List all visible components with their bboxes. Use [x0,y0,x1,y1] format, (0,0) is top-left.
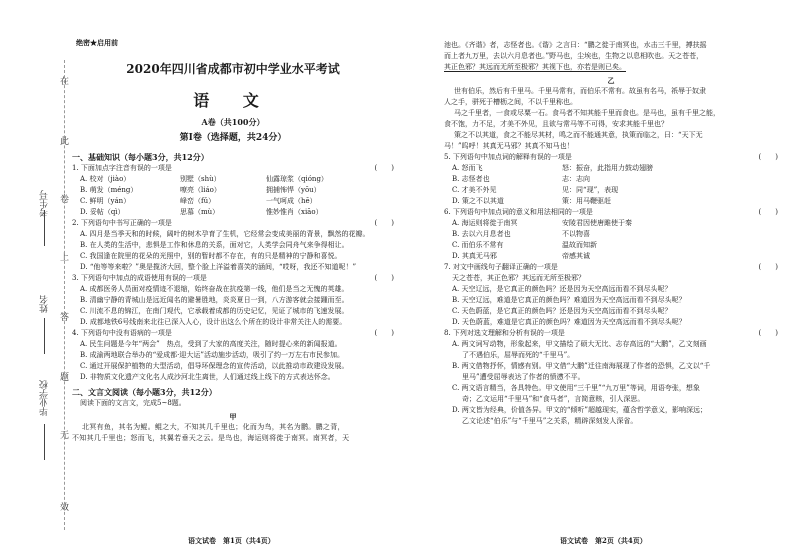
passage-line: 世有伯乐，然后有千里马。千里马常有，而伯乐不常有。故虽有名马，祇辱于奴隶 [454,87,706,95]
option-row: D. 策之不以其道 策：用马鞭驱赶 [452,197,611,205]
page-footer: 语文试卷 第2页（共4页） [560,536,647,545]
option-row: A. 校对（jiào） 别墅（shù） 仙露琼浆（qióng） [80,175,328,183]
margin-char: 题 [60,373,70,383]
subject-title: 语 文 [193,91,273,110]
passage-line: 马之千里者，一食或尽粟一石。食马者不知其能千里而食也。是马也，虽有千里之能， [454,109,720,117]
passage-line: 食不饱，力不足，才美不外见，且欲与常马等不可得，安求其能千里也？ [444,120,668,128]
passage-a-title: 甲 [229,412,237,421]
option-row: D. 妥帖（qì） 思慕（mù） 惟妙惟肖（xiāo） [80,208,323,216]
school-label: 毕业学校 [40,380,50,416]
answer-paren[interactable]: ( ) [374,274,394,282]
option: B. 两文借物抒怀，情感有别。甲文借“大鹏”迁往南海展现了作者的恐惧，乙文以“千 [452,362,711,370]
answer-paren[interactable]: ( ) [374,219,394,227]
question-stem: 1. 下面加点字注音有误的一项是 [72,164,172,172]
passage-line: 策之不以其道，食之不能尽其材，鸣之而不能通其意，执策而临之，曰：“天下无 [454,131,703,139]
option-row: C. 鲜明（yán） 峰峦（fǔ） 一气呵成（hē） [80,197,317,205]
margin-char: 无 [60,431,70,441]
fill-line [44,318,45,354]
answer-paren[interactable]: ( ) [374,329,394,337]
answer-paren[interactable]: ( ) [758,329,778,337]
answer-paren[interactable]: ( ) [758,153,778,161]
passage-b-title: 乙 [607,76,615,85]
question-5 [444,152,778,207]
option: C. 川流不息的锦江，在南门观代，它承载着成都的历史记忆，见证了城市的飞速发展。 [80,307,349,315]
margin-char: 卷 [60,195,70,205]
margin-char: 上 [60,253,70,263]
volume-1-heading: 第Ⅰ卷（选择题，共24分） [179,133,287,143]
margin-char: 在 [60,77,70,87]
margin-char: 此 [60,137,70,147]
passage-line: 其正色邪？其远而无所至极邪？其视下也，亦若是则已矣。 [444,63,626,71]
option: D. 非物质文化遗产文化名人成沙河北生离世，人们通过线上线下的方式表达怀念。 [80,373,335,381]
question-3 [72,273,394,328]
option: A. 民生问题是今年“两会” 热点，受到了大家的高度关注，随时提心来的新闻报道。 [80,340,342,348]
section-heading: 二、文言文阅读（每小题3分，共12分） [72,387,217,397]
fill-line [44,210,45,246]
option-cont: 乙文论述“伯乐”与“千里马”之关系，精辟深刻发人深省。 [462,417,638,425]
quoted-sentence: 天之苍苍，其正色邪？其远而无所至极邪？ [452,274,585,282]
reading-intro: 阅读下面的文言文，完成5~8题。 [80,399,186,407]
option-row: C. 才美不外见 见：同“现”，表现 [452,186,619,194]
option: D. 天色蔚蓝，难道是它真正的颜色吗？难道因为天空高远而看不到尽头呢？ [452,318,686,326]
question-2 [72,218,394,273]
option-row: B. 去以六月息者也 不以物喜 [452,230,590,238]
option-cont: 了不遇伯乐，屈辱而死的“千里马”。 [462,351,575,359]
question-stem: 4. 下列语句中没有语病的一项是 [72,329,172,337]
fill-line [44,424,45,460]
option: B. 在人类的生活中，悲惧是工作和休息的关系，面对它，人类学会同舟气来争得相让。 [80,241,349,249]
question-stem: 8. 下列对选文理解和分析有误的一项是 [444,329,565,337]
passage-line: 马！”呜呼！其真无马邪？其真不知马也！ [444,142,574,150]
option-row: A. 怒而飞 怒：振奋，此指用力鼓动翅膀 [452,164,653,172]
option-cont: 里马”遭受屈辱表达了作者的愤懑不平。 [462,373,585,381]
option: B. 清幽宁静的青城山是远近闻名的避暑胜地，炎炎夏日一到，八方游客就会接踵而至。 [80,296,349,304]
secret-tag: 绝密★启用前 [76,38,118,47]
answer-paren[interactable]: ( ) [374,164,394,172]
passage-line: 而上者九万里，去以六月息者也。”野马也，尘埃也，生物之以息相吹也。天之苍苍， [444,52,704,60]
option: C. 天色蔚蓝，是它真正的颜色吗？还是因为天空高远而看不到尽头呢？ [452,307,672,315]
page1-body [72,152,394,444]
question-6 [444,207,778,262]
passage-line: 北冥有鱼，其名为鲲。鲲之大，不知其几千里也；化而为鸟，其名为鹏。鹏之背， [82,423,345,431]
option: C. 通过开展保护植物的大型活动，倡导环保理念的宣传活动，以此推动市政建设发展。 [80,362,349,370]
question-stem: 7. 对文中画线句子翻译正确的一项是 [444,263,558,271]
page-footer: 语文试卷 第1页（共4页） [188,536,275,545]
question-stem: 2. 下列语句中书写正确的一项是 [72,219,172,227]
passage-line: 池也。《齐谐》者，志怪者也。《谐》之言曰：“鹏之徙于南冥也，水击三千里，搏扶摇 [444,41,707,49]
answer-paren[interactable]: ( ) [758,208,778,216]
passage-line: 不知其几千里也；怒而飞，其翼若垂天之云。是鸟也，海运则将徙于南冥。南冥者，天 [72,434,350,442]
option: D. “他等等来啦？”奥是揽济大回，整个脸上洋溢着喜笑的涵间，“哎呀，我还不知道呢！” [80,263,357,271]
question-stem: 3. 下列语句中加点的成语使用有误的一项是 [72,274,207,282]
question-stem: 6. 下列语句中加点词的意义和用法相同的一项是 [444,208,593,216]
option: B. 成渝两地联合举办的“爱成都·迎大运”活动施步活动，吸引了约一万左右市民参加。 [80,351,344,359]
margin-char: 答 [60,313,70,323]
option: A. 天空辽远，是它真正的颜色吗？还是因为天空高远而看不到尽头呢？ [452,285,672,293]
question-stem: 5. 下列语句中加点词的解释有误的一项是 [444,153,572,161]
section-heading: 一、基础知识（每小题3分，共12分） [72,152,209,162]
option: A. 四月是当季天和的时候，阔叶的树木孕育了生机，它经常会变成美丽的背景，飘然的花瓣。 [80,230,370,238]
question-8 [444,328,778,427]
option-row: B. 志怪者也 志：志向 [452,175,590,183]
question-1 [72,163,394,218]
option: D. 两文皆为经典，价值各异。甲文的“倾听”超越现实，蕴含哲学意义，影响深远； [452,406,707,414]
option: C. 两文语言精当，各具特色。甲文使用“三千里”“九万里”等词，用语夸张，想象 [452,384,700,392]
option: A. 两文词写动物，形象起来，甲文描绘了硕大无比、志存高远的“大鹏”，乙文刻画 [452,340,707,348]
binding-line [64,60,65,530]
margin-strip [0,0,70,560]
option: C. 我国逢在院里的花朵的光照中，别的暂时都不存在，有的只是精神的宁静和喜悦。 [80,252,342,260]
name-label: 姓名 [40,295,50,313]
option: D. 成都地铁6号线南来北往已深入人心，设计出这么个所在的设计非常关注人的需要。 [80,318,347,326]
option-row: B. 萌发（méng） 嘹亮（liáo） 拥捕怖悍（yōu） [80,186,321,194]
page2-body [444,40,778,427]
exam-title: 2020年四川省成都市初中学业水平考试 [126,62,340,76]
margin-char: 效 [60,503,70,513]
option: B. 天空辽远，难道是它真正的颜色吗？难道因为天空高远而看不到尽头呢？ [452,296,686,304]
option: A. 成都医务人员面对疫情迹不退缩，始终奋战在抗疫第一线，他们是当之无愧的英雄。 [80,285,349,293]
option-cont: 奇；乙文运用“千里马”和“食马者”，言简意赅，引人深思。 [462,395,645,403]
question-7 [444,262,778,328]
question-4 [72,328,394,383]
option-row: C. 而伯乐不常有 温故而知新 [452,241,597,249]
passage-line: 人之手，骈死于槽枥之间，不以千里称也。 [444,98,577,106]
option-row: A. 海运则将徙于南冥 安陵君因使唐雎使于秦 [452,219,632,227]
answer-paren[interactable]: ( ) [758,263,778,271]
examinee-number-label: 考生号 [40,190,50,217]
volume-a-heading: A卷（共100分） [201,117,265,127]
option-row: D. 其真无马邪 帝感其诚 [452,252,590,260]
